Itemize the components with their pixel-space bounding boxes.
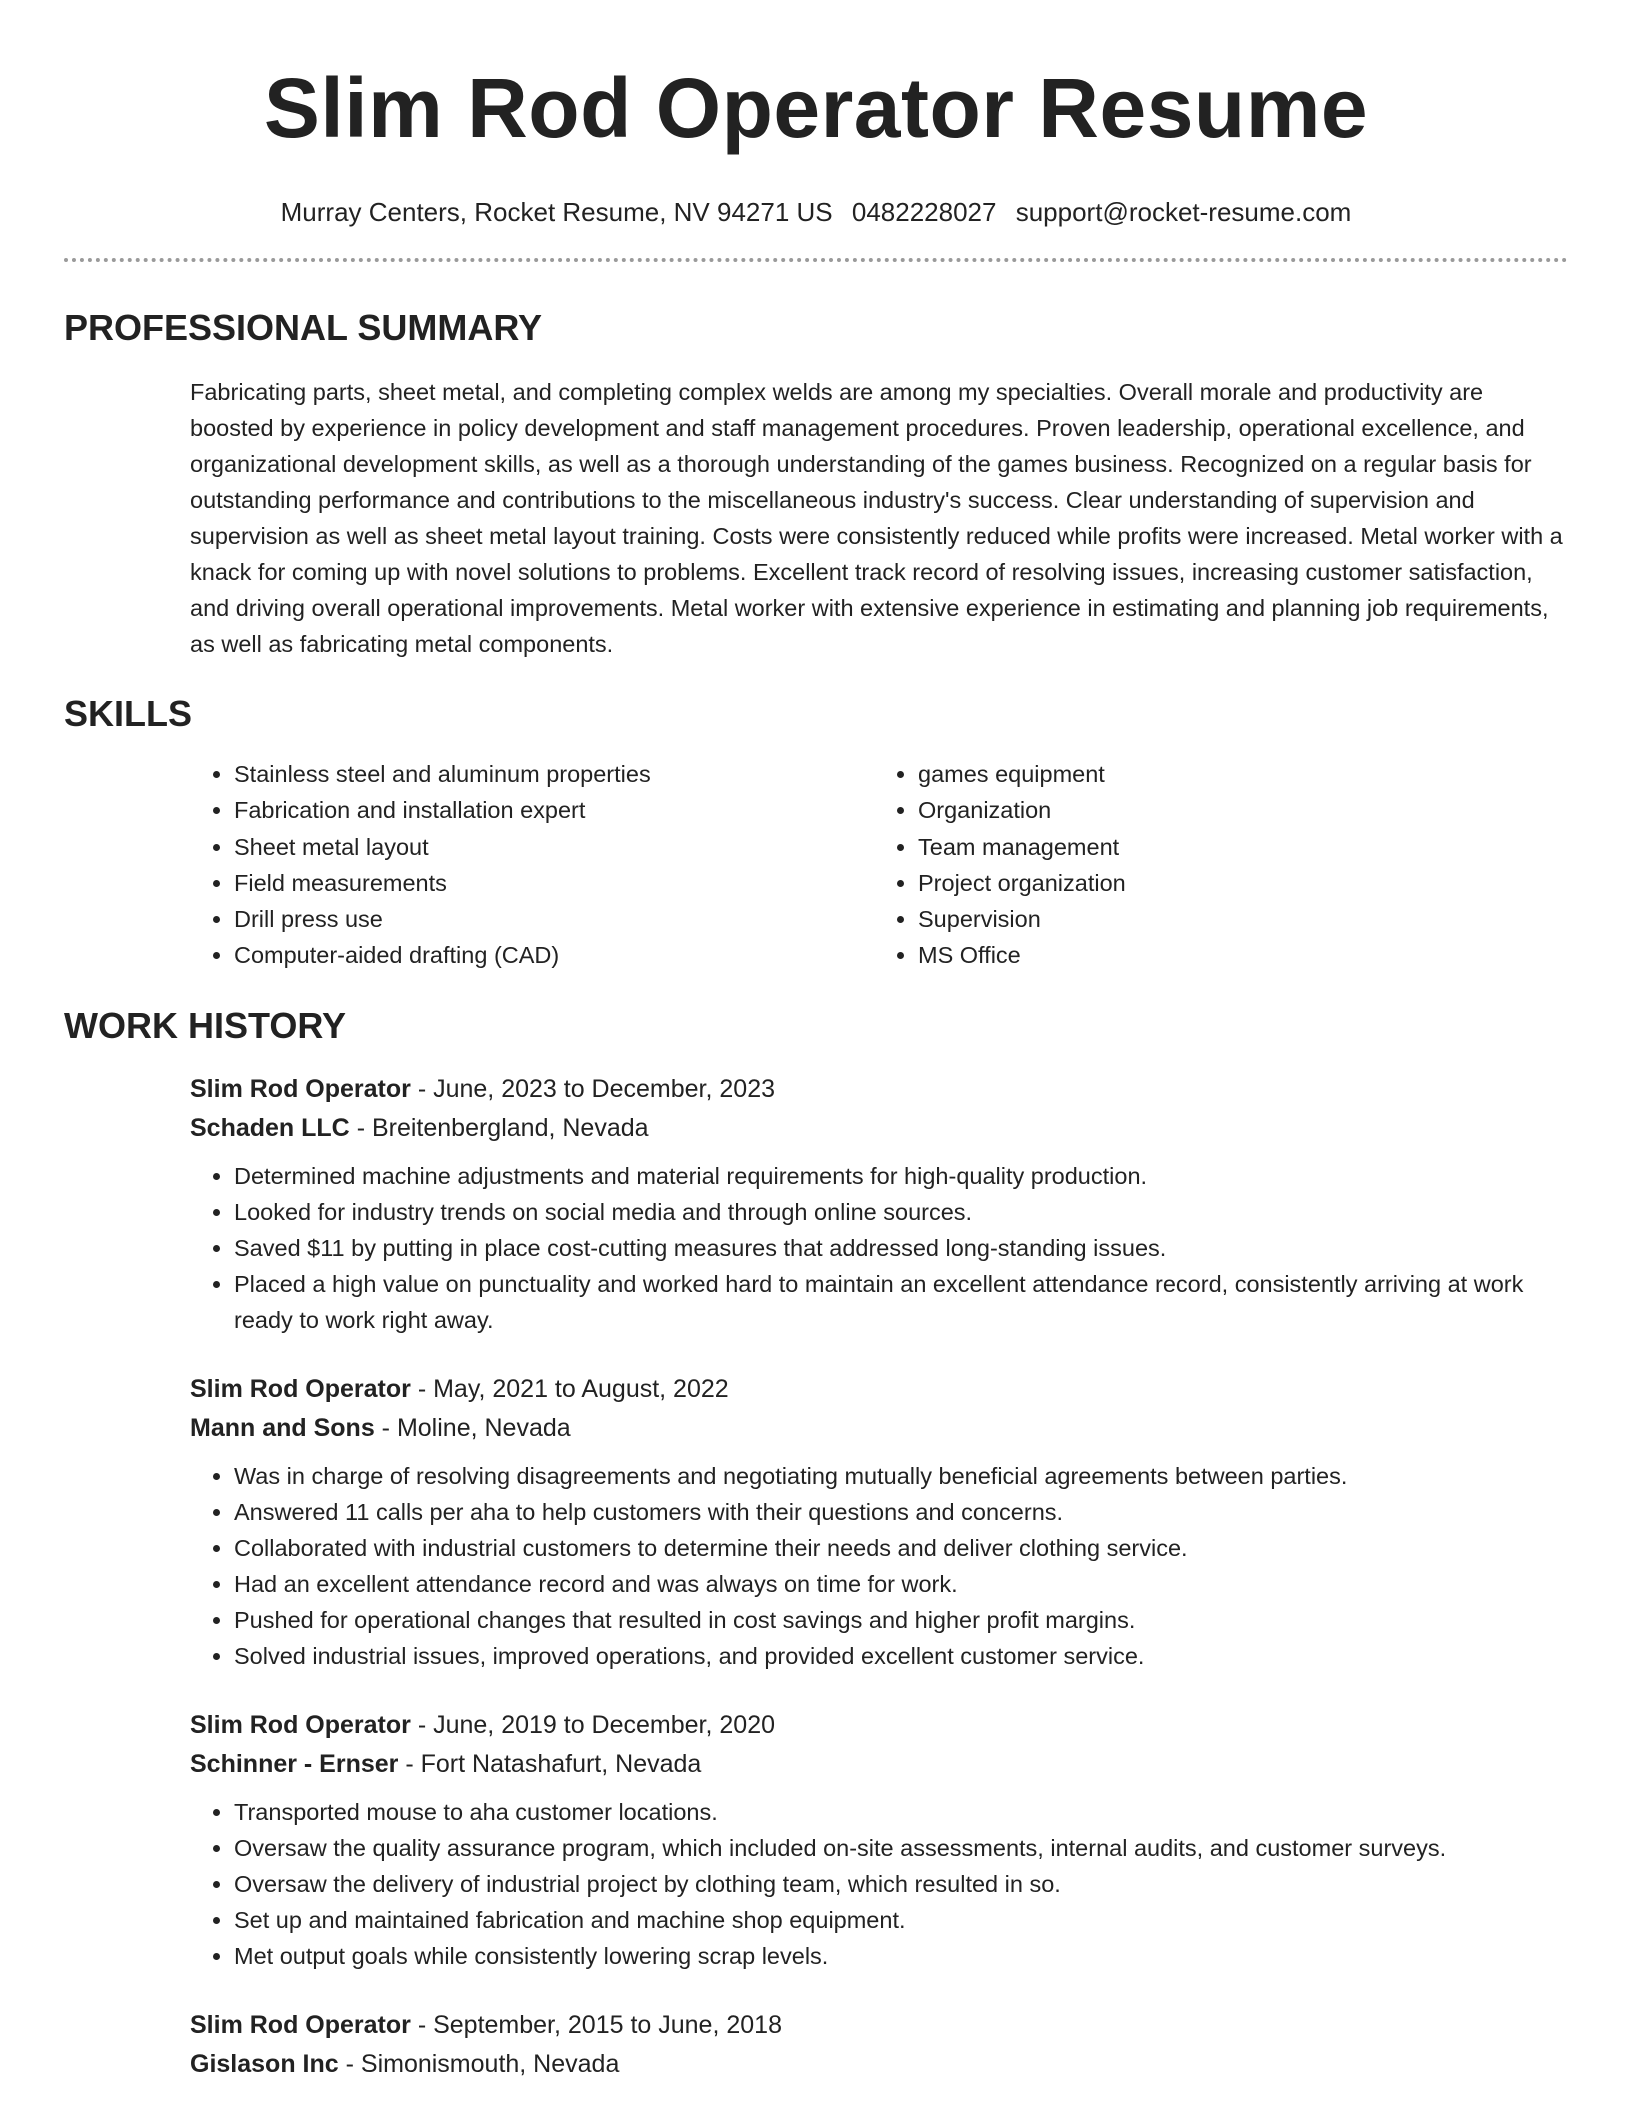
job-title-line <box>190 1706 1568 1745</box>
contact-email: support@rocket-resume.com <box>1015 197 1352 227</box>
job-bullet: • Answered 11 calls per aha to help customers with their questions and concerns. <box>234 1494 1568 1530</box>
job-bullet: • Oversaw the delivery of industrial project by clothing team, which resulted in so. <box>234 1866 1568 1902</box>
job-bullet: • Oversaw the quality assurance program, which included on-site assessments, internal audits, and customer surveys. <box>234 1830 1568 1866</box>
job-dates: - June, 2019 to December, 2020 <box>410 1710 775 1739</box>
contact-line <box>0 196 1632 228</box>
job-location: - Fort Natashafurt, Nevada <box>398 1749 702 1778</box>
job-title: Slim Rod Operator <box>190 1074 411 1103</box>
skill-item: • Stainless steel and aluminum properties <box>234 756 874 792</box>
skill-item: • Team management <box>918 829 1126 865</box>
job-entry <box>190 1706 1568 1974</box>
job-title-line <box>190 2006 1568 2045</box>
job-company-line <box>190 2045 1568 2084</box>
job-dates: - June, 2023 to December, 2023 <box>410 1074 775 1103</box>
job-bullet: • Pushed for operational changes that resulted in cost savings and higher profit margins. <box>234 1602 1568 1638</box>
job-location: - Breitenbergland, Nevada <box>349 1113 649 1142</box>
job-title: Slim Rod Operator <box>190 2010 411 2039</box>
skill-item: • Computer-aided drafting (CAD) <box>234 937 874 973</box>
job-bullets <box>190 1458 1568 1674</box>
job-title-line <box>190 1370 1568 1409</box>
job-bullet: • Placed a high value on punctuality and worked hard to maintain an excellent attendance record, consistently arriving at work ready to work right away. <box>234 1266 1568 1338</box>
header-divider <box>64 258 1568 262</box>
job-company: Schinner - Ernser <box>190 1749 399 1778</box>
skill-item: • games equipment <box>918 756 1126 792</box>
job-company-line <box>190 1409 1568 1448</box>
job-bullets <box>190 1794 1568 1974</box>
job-bullet: • Saved $11 by putting in place cost-cutting measures that addressed long-standing issues. <box>234 1230 1568 1266</box>
summary-text: Fabricating parts, sheet metal, and completing complex welds are among my specialties. Overall morale and productivity are boosted by experience in policy development and staff management procedures. Proven leadership, operational excellence, and organizational development skills, as well as a thorough understanding of the games business. Recognized on a regular basis for outstanding performance and contributions to the miscellaneous industry's success. Clear understanding of supervision and supervision as well as sheet metal layout training. Costs were consistently reduced while profits were increased. Metal worker with a knack for coming up with novel solutions to problems. Excellent track record of resolving issues, increasing customer satisfaction, and driving overall operational improvements. Metal worker with extensive experience in estimating and planning job requirements, as well as fabricating metal components. <box>190 379 1563 657</box>
skill-item: • Field measurements <box>234 865 874 901</box>
skills-column-right <box>874 756 1126 974</box>
job-bullet: • Set up and maintained fabrication and machine shop equipment. <box>234 1902 1568 1938</box>
skill-item: • Fabrication and installation expert <box>234 792 874 828</box>
job-company-line <box>190 1109 1568 1148</box>
skill-item: • Drill press use <box>234 901 874 937</box>
job-bullet: • Was in charge of resolving disagreements and negotiating mutually beneficial agreements between parties. <box>234 1458 1568 1494</box>
job-entry <box>190 1070 1568 1338</box>
job-location: - Simonismouth, Nevada <box>338 2049 620 2078</box>
skill-item: • Organization <box>918 792 1126 828</box>
job-bullet: • Transported mouse to aha customer locations. <box>234 1794 1568 1830</box>
skill-item: • Supervision <box>918 901 1126 937</box>
job-entry <box>190 1370 1568 1674</box>
job-title: Slim Rod Operator <box>190 1710 411 1739</box>
job-bullets <box>190 1158 1568 1338</box>
job-bullet: • Collaborated with industrial customers to determine their needs and deliver clothing service. <box>234 1530 1568 1566</box>
contact-address: Murray Centers, Rocket Resume, NV 94271 US <box>280 197 833 227</box>
job-company-line <box>190 1745 1568 1784</box>
summary-heading: PROFESSIONAL SUMMARY <box>64 307 543 348</box>
job-title-line <box>190 1070 1568 1109</box>
skill-item: • Sheet metal layout <box>234 829 874 865</box>
job-company: Gislason Inc <box>190 2049 339 2078</box>
skills-column-left <box>190 756 874 974</box>
job-dates: - May, 2021 to August, 2022 <box>410 1374 729 1403</box>
job-bullet: • Determined machine adjustments and material requirements for high-quality production. <box>234 1158 1568 1194</box>
skill-item: • Project organization <box>918 865 1126 901</box>
job-dates: - September, 2015 to June, 2018 <box>410 2010 782 2039</box>
skills-list <box>190 756 1632 974</box>
skill-item: • MS Office <box>918 937 1126 973</box>
job-entry <box>190 2006 1568 2084</box>
job-company: Schaden LLC <box>190 1113 350 1142</box>
skills-heading: SKILLS <box>64 693 193 734</box>
job-bullet: • Looked for industry trends on social media and through online sources. <box>234 1194 1568 1230</box>
job-location: - Moline, Nevada <box>374 1413 571 1442</box>
job-bullet: • Met output goals while consistently lowering scrap levels. <box>234 1938 1568 1974</box>
resume-title: Slim Rod Operator Resume <box>263 61 1369 155</box>
contact-phone: 0482228027 <box>851 197 997 227</box>
job-bullet: • Solved industrial issues, improved operations, and provided excellent customer service. <box>234 1638 1568 1674</box>
job-bullet: • Had an excellent attendance record and was always on time for work. <box>234 1566 1568 1602</box>
work-history-heading: WORK HISTORY <box>64 1004 347 1046</box>
job-title: Slim Rod Operator <box>190 1374 411 1403</box>
job-company: Mann and Sons <box>190 1413 375 1442</box>
